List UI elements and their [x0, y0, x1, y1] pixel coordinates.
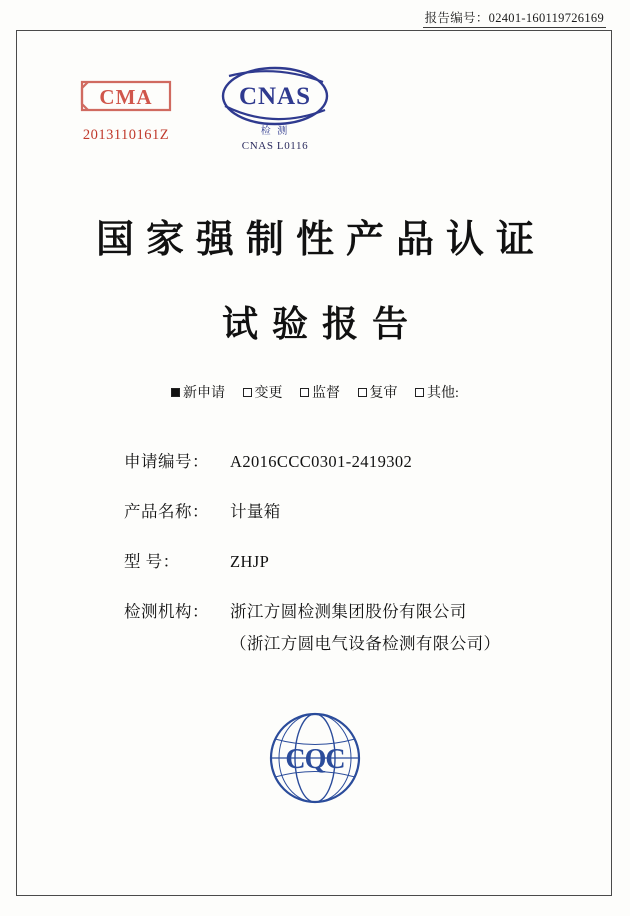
report-number-label: 报告编号：: [424, 11, 489, 25]
svg-text:CQC: CQC: [285, 744, 345, 775]
cnas-id: CNAS L0116: [241, 140, 309, 152]
cqc-icon: [263, 706, 367, 810]
checkbox-icon[interactable]: [171, 388, 180, 397]
report-type-label-2: 监督: [312, 386, 341, 401]
field-value-group: [230, 598, 500, 654]
report-type-option-0[interactable]: [171, 382, 225, 402]
checkbox-icon[interactable]: [300, 388, 309, 397]
cma-code: 2013110161Z: [82, 127, 170, 143]
report-type-option-2[interactable]: [300, 382, 340, 402]
field-testing-organization: [124, 598, 544, 654]
field-label: 产品名称：: [124, 502, 209, 521]
report-number: [423, 8, 606, 28]
field-value: 浙江方圆检测集团股份有限公司: [230, 602, 467, 621]
checkbox-icon[interactable]: [415, 388, 424, 397]
checkbox-icon[interactable]: [243, 388, 252, 397]
page-title: 国家强制性产品认证: [95, 219, 546, 261]
cnas-icon: [211, 62, 339, 136]
report-fields: [124, 448, 544, 680]
field-model: [124, 548, 544, 572]
report-type-label-1: 变更: [254, 386, 283, 401]
report-type-option-1[interactable]: [243, 382, 283, 402]
cma-icon: [78, 76, 174, 116]
svg-text:CNAS: CNAS: [238, 83, 312, 110]
accreditation-marks: [50, 62, 350, 172]
field-label: 检测机构：: [124, 602, 209, 621]
svg-text:CMA: CMA: [99, 85, 153, 109]
field-label: 申请编号：: [124, 452, 209, 471]
field-value-secondary: （浙江方圆电气设备检测有限公司）: [230, 634, 501, 653]
field-value: A2016CCC0301-2419302: [230, 452, 413, 471]
checkbox-icon[interactable]: [358, 388, 367, 397]
field-value: 计量箱: [230, 502, 281, 521]
field-application-number: [124, 448, 544, 472]
report-type-options: [0, 382, 630, 402]
report-type-option-3[interactable]: [358, 382, 398, 402]
report-number-value: 02401-160119726169: [488, 11, 604, 25]
page-subtitle: 试验报告: [221, 304, 422, 344]
cnas-mark-block: [200, 62, 350, 152]
report-type-option-4[interactable]: [415, 382, 459, 402]
report-type-label-0: 新申请: [183, 386, 226, 401]
report-type-label-4: 其他:: [427, 386, 459, 401]
cnas-subtext: 检 测: [260, 126, 290, 137]
field-value: ZHJP: [230, 552, 270, 571]
field-product-name: [124, 498, 544, 522]
cma-mark-block: [60, 76, 192, 144]
report-type-label-3: 复审: [369, 386, 398, 401]
field-label: 型 号：: [124, 552, 180, 571]
